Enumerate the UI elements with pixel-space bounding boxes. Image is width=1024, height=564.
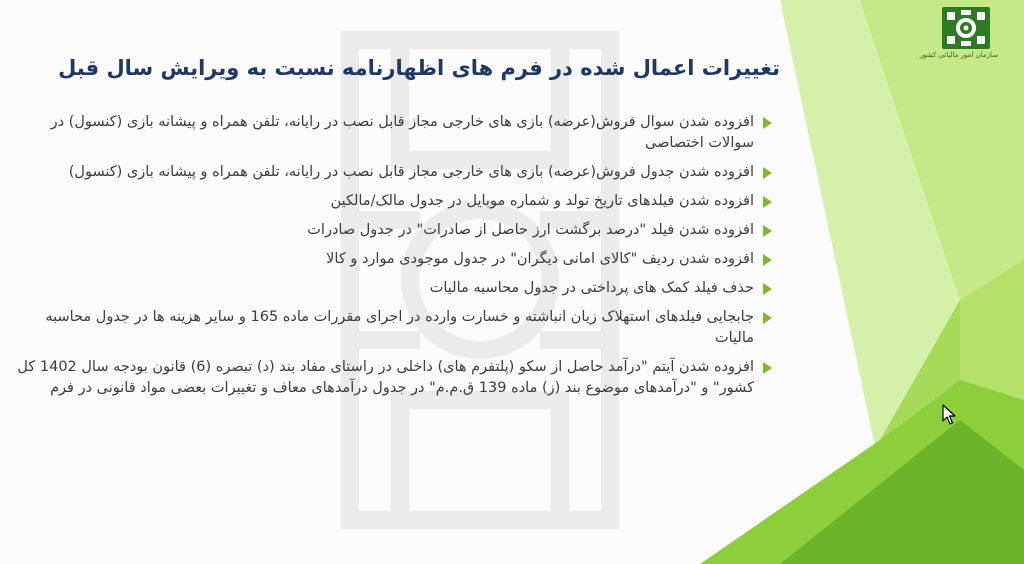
bullet-arrow-icon <box>763 254 772 266</box>
bullet-text: افزوده شدن فیلد "درصد برگشت ارز حاصل از صادرات" در جدول صادرات <box>307 222 754 238</box>
tax-organization-logo-icon <box>941 6 991 50</box>
bullet-arrow-icon <box>763 283 772 295</box>
logo-caption: سازمان امور مالیاتی کشور <box>919 51 998 59</box>
bullet-text: جابجایی فیلدهای استهلاک زیان انباشته و خسارت وارده در اجرای مقررات ماده 165 و سایر هزینه ها در جدول محاسبه مالیات <box>45 309 754 346</box>
bullet-text: افزوده شدن سوال فروش(عرضه) بازی های خارجی مجاز قابل نصب در رایانه، تلفن همراه و پیشانه بازی (کنسول) در سوالات اختصاصی <box>50 114 754 151</box>
bullet-item <box>12 191 772 212</box>
bullet-item <box>12 249 772 270</box>
bullet-item <box>12 278 772 299</box>
bullet-text: افزوده شدن فیلدهای تاریخ تولد و شماره موبایل در جدول مالک/مالکین <box>330 193 754 209</box>
bullet-arrow-icon <box>763 362 772 374</box>
bullet-arrow-icon <box>763 167 772 179</box>
mouse-pointer-icon <box>942 404 956 426</box>
bullet-list <box>12 112 772 399</box>
bullet-item <box>12 162 772 183</box>
bullet-text: افزوده شدن جدول فروش(عرضه) بازی های خارجی مجاز قابل نصب در رایانه، تلفن همراه و پیشانه بازی (کنسول) <box>68 164 754 180</box>
bullet-text: افزوده شدن ردیف "کالای امانی دیگران" در جدول موجودی موارد و کالا <box>326 251 754 267</box>
bullet-text: افزوده شدن آیتم "درآمد حاصل از سکو (پلتفرم های) داخلی در راستای مفاد بند (د) تبصره (6) قانون بودجه سال 1402 کل کشور" و "درآمدهای موضوع بند (ز) ماده 139 ق.م.م" در جدول درآمدهای معاف و تغییرات بعضی مواد قانونی در فرم <box>17 359 754 396</box>
logo <box>919 6 998 68</box>
bullet-item <box>12 357 772 399</box>
bullet-item <box>12 112 772 154</box>
bullet-arrow-icon <box>763 225 772 237</box>
slide-title: تغییرات اعمال شده در فرم های اظهارنامه نسبت به ویرایش سال قبل <box>58 56 780 80</box>
bullet-arrow-icon <box>763 196 772 208</box>
bullet-text: حذف فیلد کمک های پرداختی در جدول محاسبه مالیات <box>429 280 754 296</box>
bullet-arrow-icon <box>763 117 772 129</box>
bullet-item <box>12 220 772 241</box>
bullet-item <box>12 307 772 349</box>
bullet-arrow-icon <box>763 312 772 324</box>
